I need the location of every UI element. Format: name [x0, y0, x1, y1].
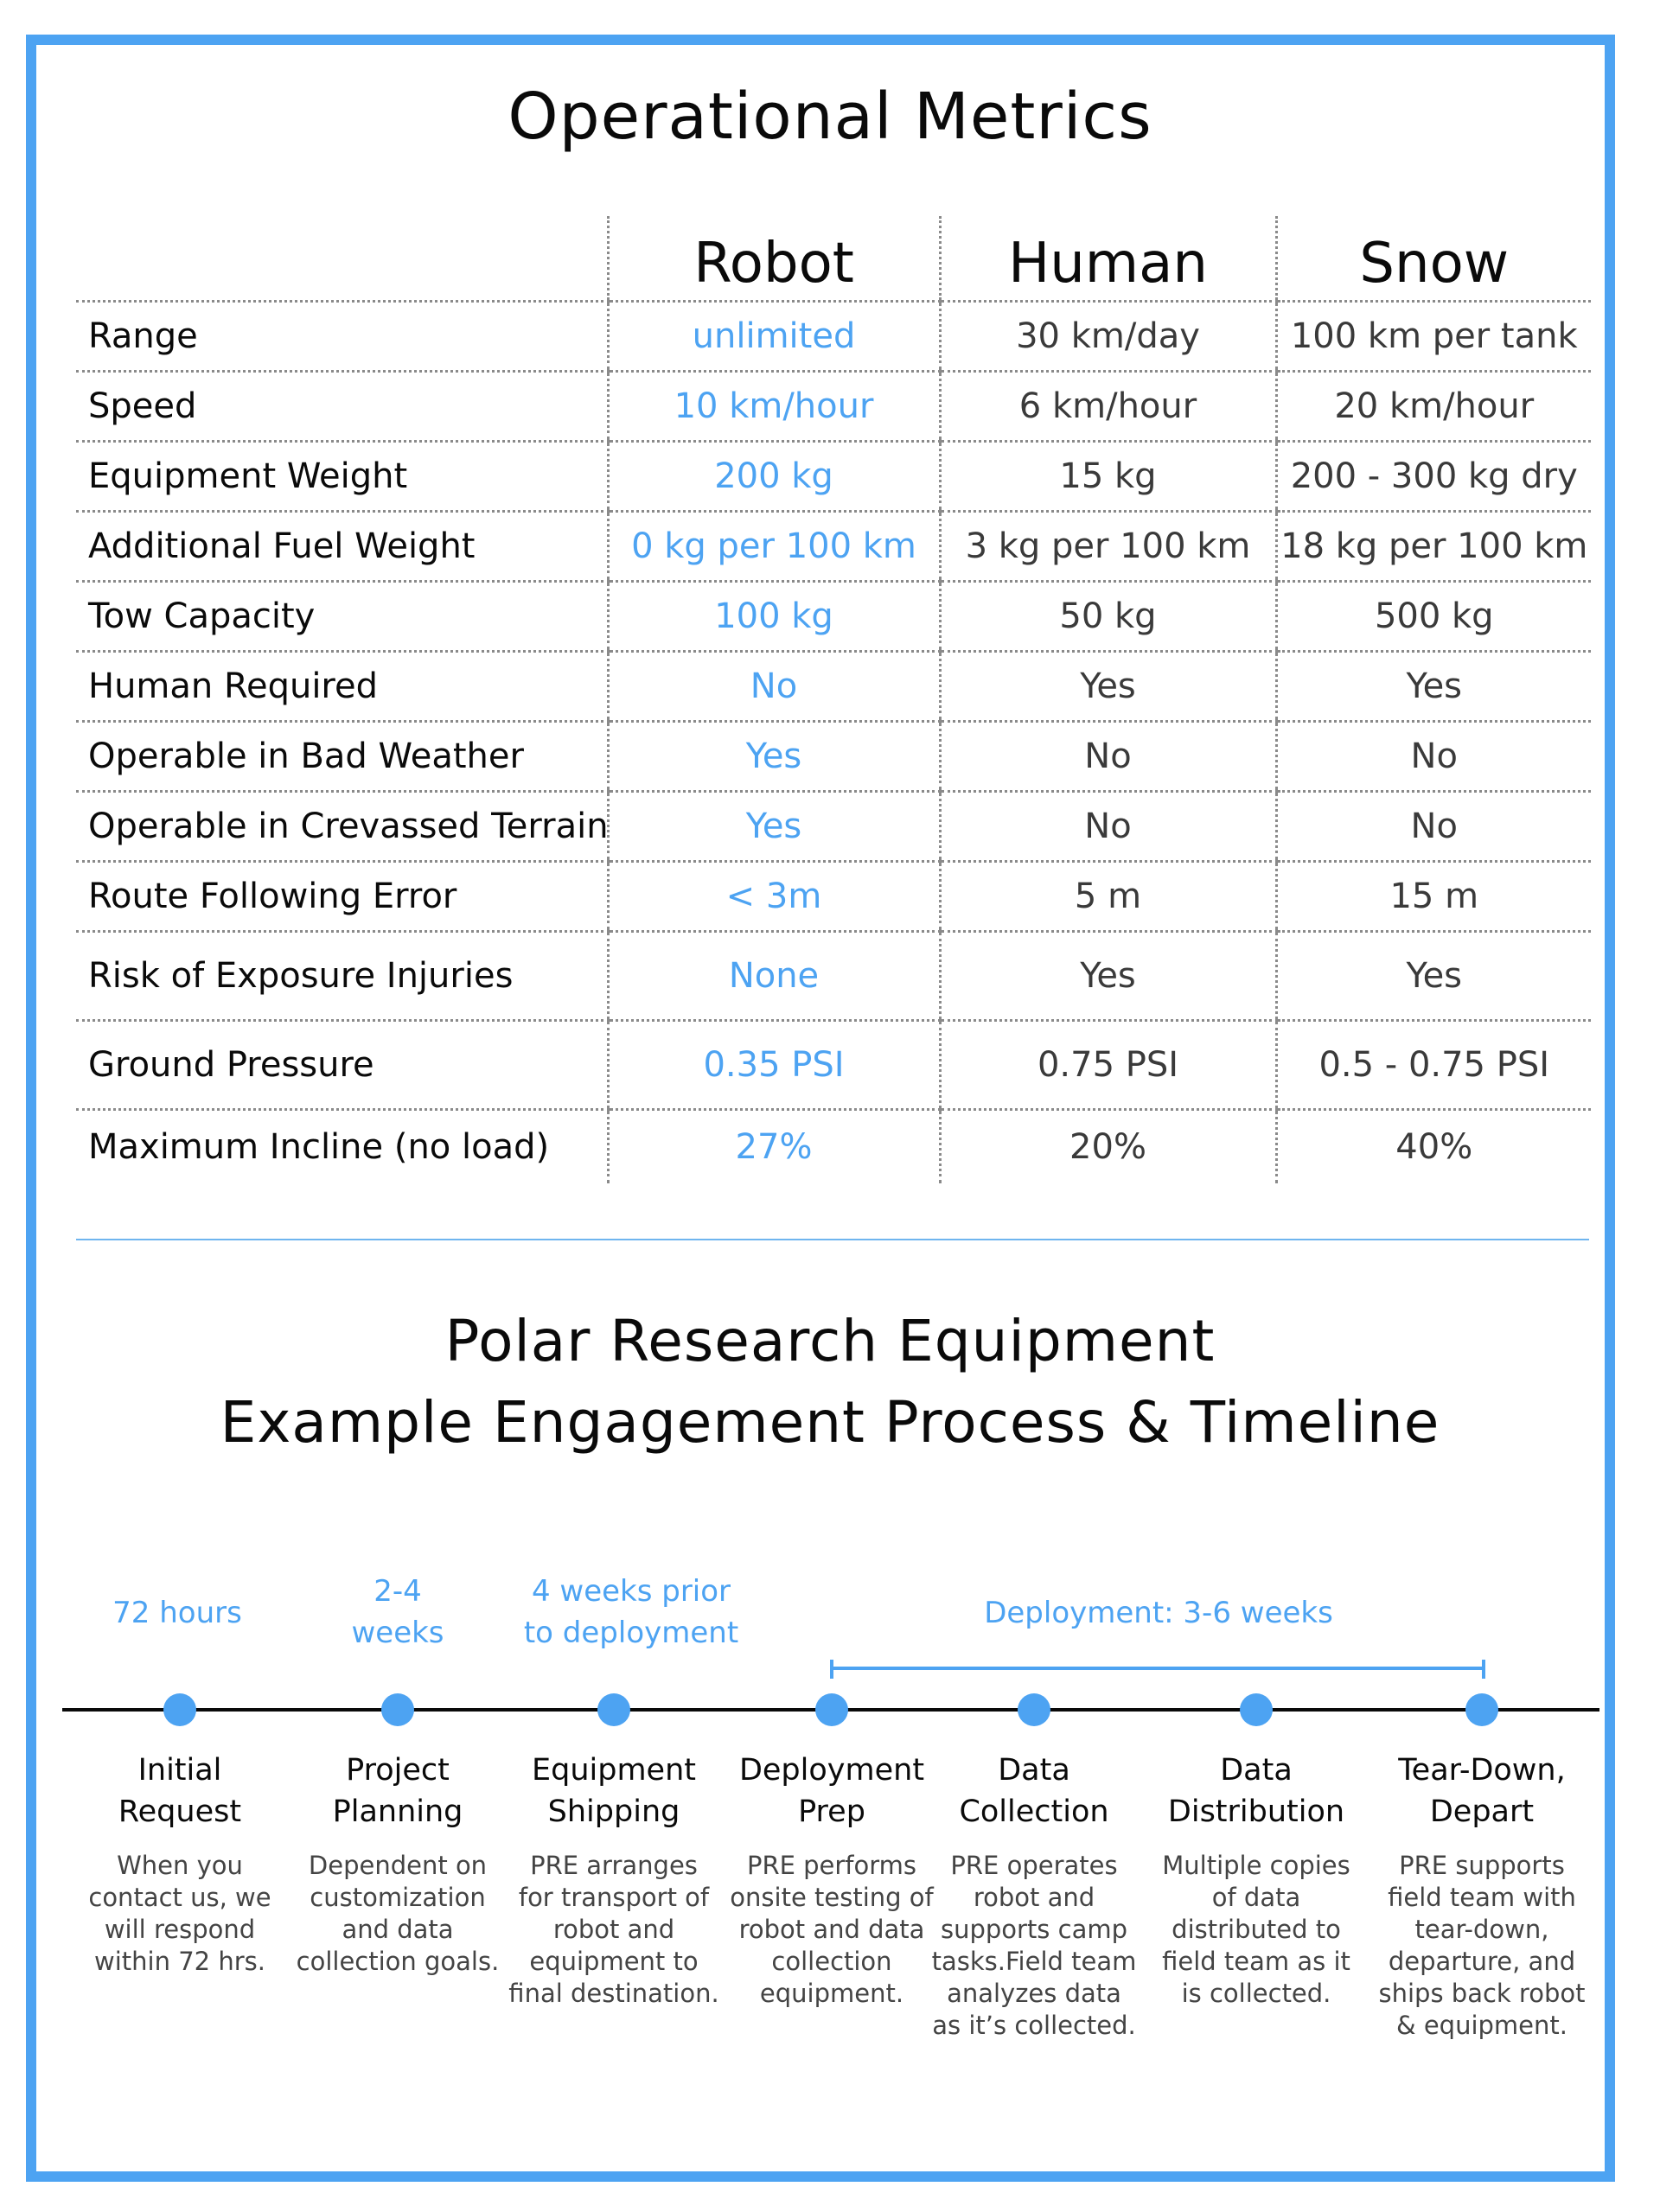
table-row	[76, 932, 1591, 1021]
step-description-line: distributed to	[1172, 1915, 1341, 1944]
cell-snow: 15 m	[1276, 862, 1591, 932]
step-title	[922, 1750, 1146, 1833]
cell-robot: 200 kg	[608, 442, 940, 512]
timeline-dot	[163, 1693, 196, 1726]
time-label-deployment	[951, 1592, 1366, 1634]
cell-snow: 0.5 - 0.75 PSI	[1276, 1021, 1591, 1110]
step-description-line: departure, and	[1388, 1947, 1576, 1976]
table-row	[76, 442, 1591, 512]
timeline-step	[285, 1750, 510, 1978]
step-title-line: Shipping	[547, 1794, 680, 1829]
step-description-line: of data	[1211, 1883, 1301, 1912]
step-title-line: Deployment	[738, 1753, 925, 1788]
timeline-dot	[381, 1693, 414, 1726]
step-title-line: Collection	[959, 1794, 1109, 1829]
step-description-line: onsite testing of	[730, 1883, 934, 1912]
timeline-dot	[1240, 1693, 1273, 1726]
step-description-line: PRE operates	[950, 1851, 1118, 1880]
step-description	[922, 1850, 1146, 2042]
cell-robot: 0 kg per 100 km	[608, 512, 940, 582]
table-row	[76, 652, 1591, 722]
cell-snow: 200 - 300 kg dry	[1276, 442, 1591, 512]
cell-snow: No	[1276, 722, 1591, 792]
step-description-line: analyzes data	[947, 1979, 1121, 2008]
step-title-line: Prep	[798, 1794, 865, 1829]
cell-label: Range	[76, 302, 608, 372]
header-empty	[76, 216, 608, 302]
cell-robot: 27%	[608, 1110, 940, 1184]
step-title-line: Equipment	[532, 1753, 696, 1788]
cell-snow: 500 kg	[1276, 582, 1591, 652]
step-description-line: will respond	[104, 1915, 256, 1944]
step-description-line: supports camp	[940, 1915, 1128, 1944]
table-row	[76, 1110, 1591, 1184]
step-description-line: customization	[310, 1883, 486, 1912]
cell-snow: Yes	[1276, 652, 1591, 722]
step-description-line: field team as it	[1162, 1947, 1350, 1976]
cell-label: Speed	[76, 372, 608, 442]
cell-robot: Yes	[608, 792, 940, 862]
cell-robot: None	[608, 932, 940, 1021]
table-header-row	[76, 216, 1591, 302]
timeline-dot	[1465, 1693, 1498, 1726]
step-description-line: robot and	[973, 1883, 1095, 1912]
table-row	[76, 302, 1591, 372]
time-label-deployment-text: Deployment: 3-6 weeks	[984, 1596, 1333, 1630]
step-title-line: Data	[1220, 1753, 1293, 1788]
cell-label: Equipment Weight	[76, 442, 608, 512]
table-row	[76, 1021, 1591, 1110]
timeline-dot	[815, 1693, 848, 1726]
metrics-table	[76, 216, 1591, 1183]
step-description-line: When you	[117, 1851, 243, 1880]
step-description	[67, 1850, 292, 1978]
table-row	[76, 792, 1591, 862]
timeline-step	[1144, 1750, 1369, 2010]
cell-human: No	[940, 792, 1276, 862]
step-description-line: field team with	[1388, 1883, 1576, 1912]
cell-label: Operable in Bad Weather	[76, 722, 608, 792]
step-description	[501, 1850, 726, 2010]
timeline-step	[1370, 1750, 1594, 2042]
step-description	[1370, 1850, 1594, 2042]
cell-human: 15 kg	[940, 442, 1276, 512]
step-description-line: PRE performs	[746, 1851, 917, 1880]
timeline-step	[922, 1750, 1146, 2042]
cell-human: 5 m	[940, 862, 1276, 932]
cell-label: Additional Fuel Weight	[76, 512, 608, 582]
cell-label: Operable in Crevassed Terrain	[76, 792, 608, 862]
section-divider	[76, 1239, 1589, 1240]
header-robot: Robot	[608, 216, 940, 302]
time-label-planning-line1: 2-4	[374, 1574, 422, 1609]
step-title	[67, 1750, 292, 1833]
time-label-planning-line2: weeks	[351, 1616, 444, 1650]
cell-snow: 20 km/hour	[1276, 372, 1591, 442]
cell-label: Maximum Incline (no load)	[88, 1127, 550, 1167]
timeline-step	[67, 1750, 292, 1978]
step-description-line: as it’s collected.	[932, 2011, 1136, 2040]
cell-label: Human Required	[76, 652, 608, 722]
time-label-initial	[95, 1592, 259, 1634]
cell-robot: unlimited	[608, 302, 940, 372]
cell-human: No	[940, 722, 1276, 792]
step-description-line: tasks.Field team	[931, 1947, 1137, 1976]
header-snow: Snow	[1276, 216, 1591, 302]
cell-human: 20%	[940, 1110, 1276, 1184]
cell-label: Route Following Error	[76, 862, 608, 932]
step-description-line: equipment.	[759, 1979, 904, 2008]
cell-human: Yes	[940, 932, 1276, 1021]
cell-human: 50 kg	[940, 582, 1276, 652]
step-title-line: Project	[346, 1753, 450, 1788]
step-description-line: PRE supports	[1399, 1851, 1565, 1880]
step-description-line: for transport of	[518, 1883, 710, 1912]
step-description-line: robot and data	[738, 1915, 925, 1944]
time-label-planning	[320, 1571, 476, 1654]
step-description-line: and data	[342, 1915, 454, 1944]
step-description-line: collection goals.	[296, 1947, 500, 1976]
cell-human: 3 kg per 100 km	[940, 512, 1276, 582]
engagement-title-line1: Polar Research Equipment	[444, 1308, 1216, 1374]
table-row	[76, 512, 1591, 582]
deployment-bracket-end-tick	[1482, 1660, 1485, 1679]
cell-human: 30 km/day	[940, 302, 1276, 372]
timeline-step	[719, 1750, 944, 2010]
time-label-shipping-line1: 4 weeks prior	[531, 1574, 731, 1609]
step-description-line: Dependent on	[308, 1851, 488, 1880]
timeline-dot	[597, 1693, 630, 1726]
timeline-step	[501, 1750, 726, 2010]
step-title-line: Planning	[332, 1794, 463, 1829]
time-label-initial-text: 72 hours	[112, 1596, 242, 1630]
time-label-shipping-line2: to deployment	[523, 1616, 739, 1650]
step-title	[719, 1750, 944, 1833]
cell-snow: 40%	[1276, 1110, 1591, 1184]
cell-robot: No	[608, 652, 940, 722]
step-title	[285, 1750, 510, 1833]
time-label-shipping	[519, 1571, 744, 1654]
step-description-line: contact us, we	[88, 1883, 271, 1912]
step-description	[285, 1850, 510, 1978]
cell-human: 6 km/hour	[940, 372, 1276, 442]
cell-snow: Yes	[1276, 932, 1591, 1021]
deployment-bracket-start-tick	[830, 1660, 833, 1679]
step-description-line: robot and	[552, 1915, 675, 1944]
table-row	[76, 372, 1591, 442]
step-description-line: & equipment.	[1396, 2011, 1567, 2040]
step-title	[1144, 1750, 1369, 1833]
step-description-line: final destination.	[508, 1979, 719, 2008]
step-description-line: Multiple copies	[1162, 1851, 1350, 1880]
step-title	[501, 1750, 726, 1833]
engagement-title	[0, 1301, 1660, 1463]
cell-snow: 100 km per tank	[1276, 302, 1591, 372]
step-description	[719, 1850, 944, 2010]
engagement-title-line2: Example Engagement Process & Timeline	[220, 1389, 1440, 1456]
step-description-line: within 72 hrs.	[94, 1947, 265, 1976]
step-description	[1144, 1850, 1369, 2010]
cell-robot: 0.35 PSI	[608, 1021, 940, 1110]
step-title-line: Depart	[1429, 1794, 1535, 1829]
cell-human: Yes	[940, 652, 1276, 722]
cell-label: Risk of Exposure Injuries	[76, 932, 608, 1021]
cell-snow: No	[1276, 792, 1591, 862]
step-title-line: Distribution	[1167, 1794, 1345, 1829]
step-description-line: tear-down,	[1414, 1915, 1549, 1944]
table-row	[76, 862, 1591, 932]
cell-robot: < 3m	[608, 862, 940, 932]
timeline-dot	[1018, 1693, 1050, 1726]
step-title-line: Tear-Down,	[1398, 1753, 1566, 1788]
cell-robot: 10 km/hour	[608, 372, 940, 442]
step-description-line: collection	[771, 1947, 892, 1976]
step-description-line: equipment to	[529, 1947, 699, 1976]
cell-robot: 100 kg	[608, 582, 940, 652]
step-title	[1370, 1750, 1594, 1833]
metrics-title: Operational Metrics	[508, 80, 1152, 154]
cell-label: Tow Capacity	[76, 582, 608, 652]
cell-label: Ground Pressure	[76, 1021, 608, 1110]
cell-snow: 18 kg per 100 km	[1276, 512, 1591, 582]
step-description-line: ships back robot	[1378, 1979, 1586, 2008]
table-row	[76, 722, 1591, 792]
step-title-line: Request	[118, 1794, 242, 1829]
step-title-line: Data	[998, 1753, 1070, 1788]
step-description-line: PRE arranges	[530, 1851, 698, 1880]
table-row	[76, 582, 1591, 652]
step-title-line: Initial	[137, 1753, 222, 1788]
header-human: Human	[940, 216, 1276, 302]
cell-robot: Yes	[608, 722, 940, 792]
step-description-line: is collected.	[1181, 1979, 1331, 2008]
deployment-bracket	[832, 1667, 1484, 1670]
cell-human: 0.75 PSI	[940, 1021, 1276, 1110]
